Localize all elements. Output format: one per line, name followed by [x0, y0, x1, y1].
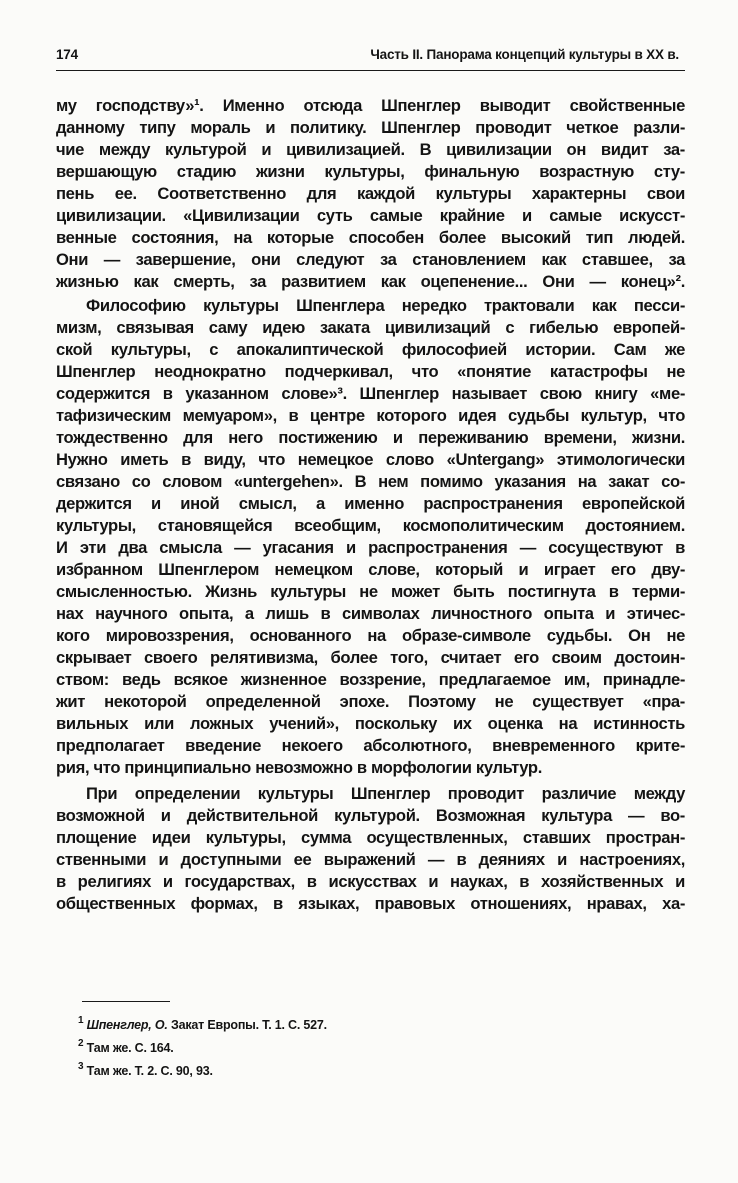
footnote-text: Там же. С. 164. — [86, 1041, 174, 1056]
text-line: связано со словом «untergehen». В нем помимо указания на закат со- — [56, 472, 685, 491]
footnote-2 — [78, 1035, 578, 1058]
text-line: И эти два смысла — угасания и распространения — сосуществуют в — [56, 538, 685, 557]
running-head-title: Часть II. Панорама концепций культуры в XX в. — [370, 47, 679, 62]
paragraph-1 — [56, 95, 685, 293]
text-line: избранном Шпенглером немецком слове, который и играет его дву- — [56, 560, 685, 579]
text-line: площение идеи культуры, сумма осуществленных, ставших простран- — [56, 828, 685, 847]
text-line: Шпенглер неоднократно подчеркивал, что «понятие катастрофы не — [56, 362, 685, 381]
text-line: нах научного опыта, а лишь в символах личностного опыта и этичес- — [56, 604, 685, 623]
footnote-text: Там же. Т. 2. С. 90, 93. — [86, 1064, 213, 1079]
text-line: предполагает введение некоего абсолютного, вневременного крите- — [56, 736, 685, 755]
text-line: При определении культуры Шпенглер проводит различие между — [86, 784, 685, 803]
page-number: 174 — [56, 47, 78, 62]
text-line: содержится в указанном слове»³. Шпенглер называет свою книгу «ме- — [56, 384, 685, 403]
text-line: Философию культуры Шпенглера нередко трактовали как песси- — [86, 296, 685, 315]
text-line: кого мировоззрения, основанного на образе-символе судьбы. Он не — [56, 626, 685, 645]
footnote-author: Шпенглер, О. — [86, 1018, 168, 1033]
footnote-mark: 3 — [78, 1061, 84, 1073]
text-line: ственными и доступными ее выражений — в деяниях и настроениях, — [56, 850, 685, 869]
text-line: ством: ведь всякое жизненное воззрение, предлагаемое им, принадле- — [56, 670, 685, 689]
text-line: держится и иной смысл, а именно распространения европейской — [56, 494, 685, 513]
text-line: вершающую стадию жизни культуры, финальную возрастную сту- — [56, 162, 685, 181]
text-line: цивилизации. «Цивилизации суть самые крайние и самые искусст- — [56, 206, 685, 225]
footnote-text: Закат Европы. Т. 1. С. 527. — [170, 1018, 327, 1033]
text-line: культуры, становящейся всеобщим, космополитическим достоянием. — [56, 516, 685, 535]
text-line: Нужно иметь в виду, что немецкое слово «Untergang» этимологически — [56, 450, 685, 469]
running-header — [56, 44, 685, 71]
footnote-mark: 1 — [78, 1015, 84, 1026]
paragraph-2 — [56, 295, 685, 779]
footnote-1 — [78, 1012, 578, 1035]
text-line: тафизическим мемуаром», в центре которого идея судьбы культур, что — [56, 406, 685, 425]
footnote-3 — [78, 1058, 578, 1081]
footnote-mark: 2 — [78, 1038, 84, 1050]
text-line: возможной и действительной культурой. Возможная культура — во- — [56, 806, 685, 825]
text-line: мизм, связывая саму идею заката цивилизаций с гибелью европей- — [56, 318, 685, 337]
text-line: Они — завершение, они следуют за становлением как ставшее, за — [56, 250, 685, 269]
text-line: общественных формах, в языках, правовых отношениях, нравах, ха- — [56, 894, 685, 913]
footnotes — [78, 1012, 578, 1081]
paragraph-3 — [56, 783, 685, 915]
main-text — [56, 95, 685, 915]
footnote-divider — [82, 1001, 170, 1002]
text-line: в религиях и государствах, в искусствах и науках, в хозяйственных и — [56, 872, 685, 891]
text-line: чие между культурой и цивилизацией. В цивилизации он видит за- — [56, 140, 685, 159]
text-line: смысленностью. Жизнь культуры не может быть постигнута в терми- — [56, 582, 685, 601]
text-line: данному типу мораль и политику. Шпенглер проводит четкое разли- — [56, 118, 685, 137]
text-line: вильных или ложных учений», поскольку их оценка на истинность — [56, 714, 685, 733]
text-line: рия, что принципиально невозможно в морфологии культур. — [56, 758, 542, 777]
text-line: пень ее. Соответственно для каждой культуры характерны свои — [56, 184, 685, 203]
text-line: ской культуры, с апокалиптической философией истории. Сам же — [56, 340, 685, 359]
text-line: скрывает своего релятивизма, более того, считает его своим достоин- — [56, 648, 685, 667]
text-line: тождественно для него постижению и переживанию времени, жизни. — [56, 428, 685, 447]
text-line: му господству»¹. Именно отсюда Шпенглер выводит свойственные — [56, 96, 685, 115]
text-line: жизнью как смерть, за развитием как оцепенение... Они — конец»². — [56, 272, 685, 291]
text-line: венные состояния, на которые способен более высокий тип людей. — [56, 228, 685, 247]
text-line: жит некоторой определенной эпохе. Поэтому не существует «пра- — [56, 692, 685, 711]
